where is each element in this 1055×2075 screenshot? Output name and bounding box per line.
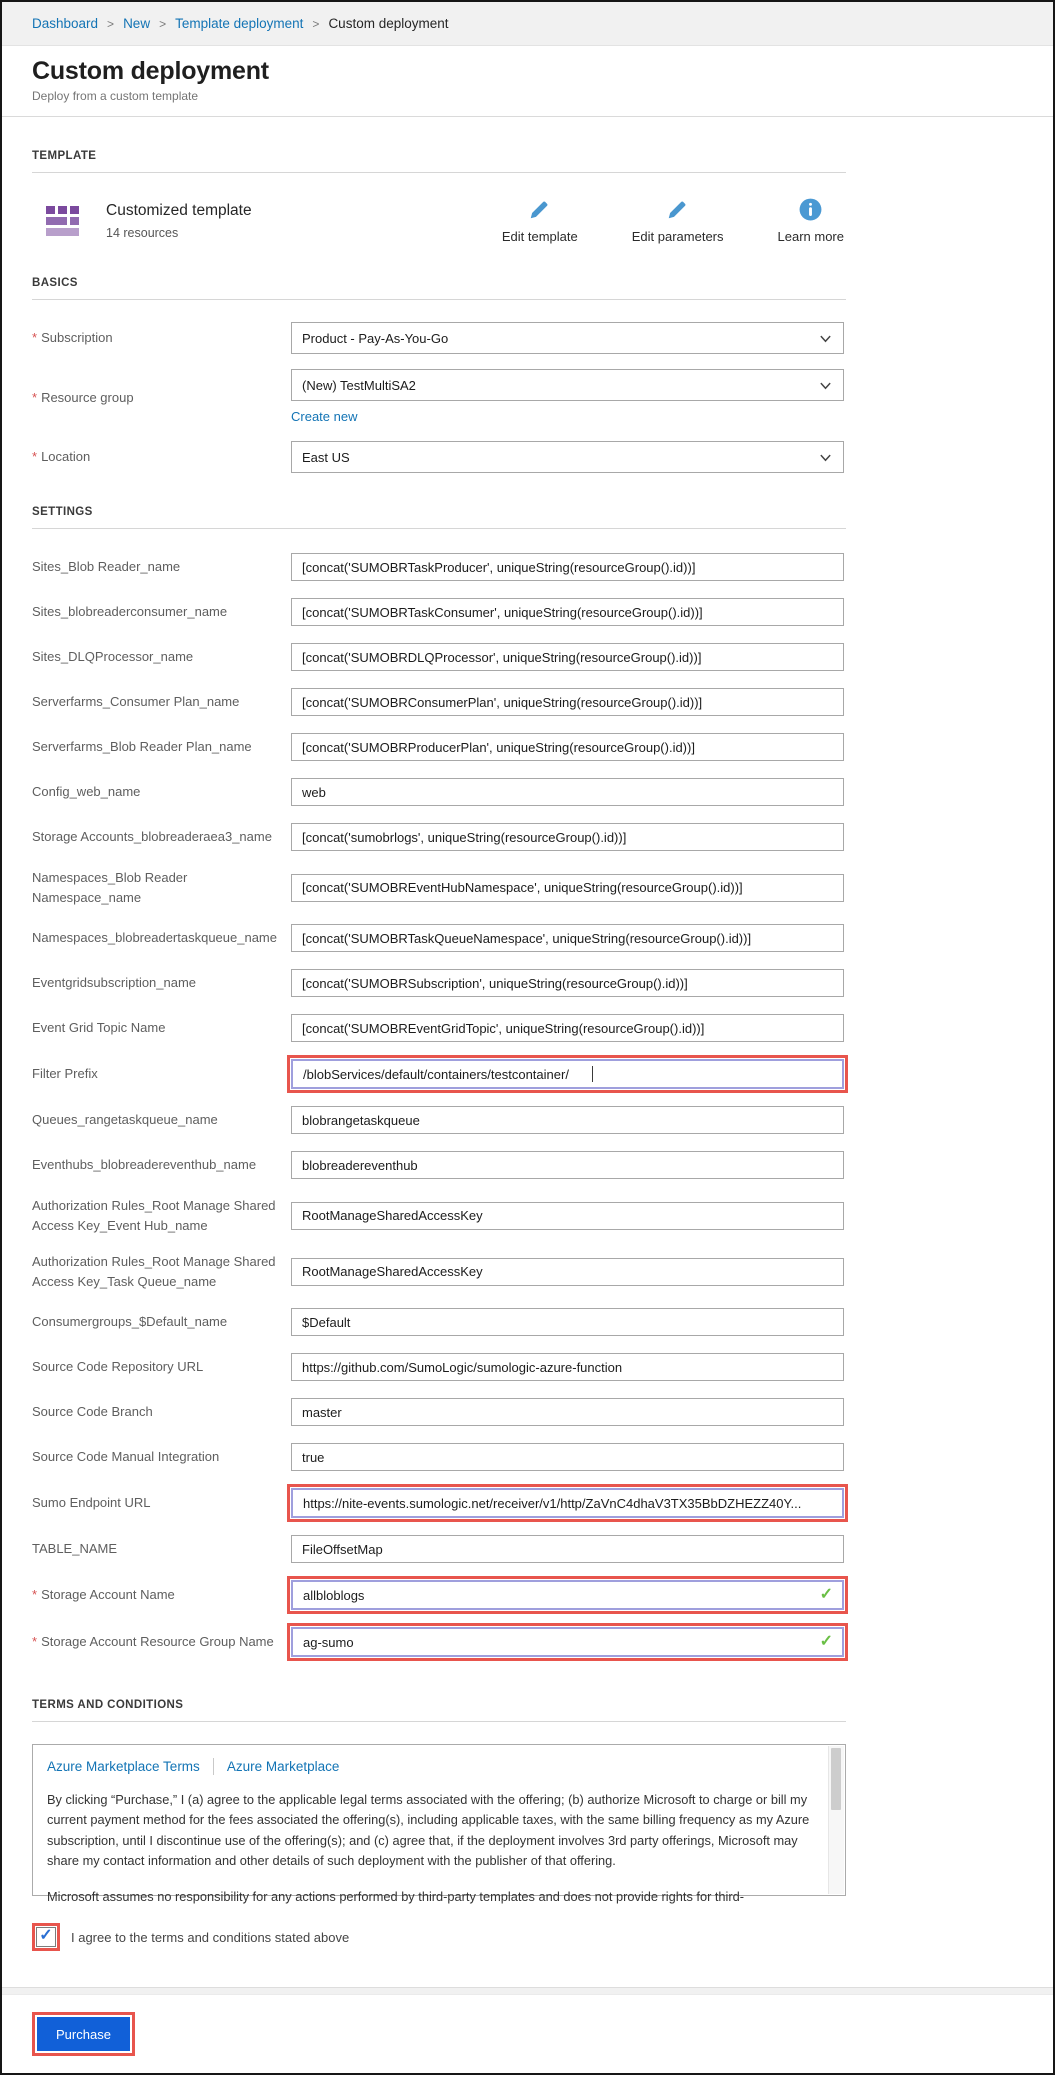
breadcrumb-new[interactable]: New	[123, 16, 151, 31]
sites-blobreaderconsumer-name-input[interactable]	[291, 598, 844, 626]
sites-dlqprocessor-name-label: Sites_DLQProcessor_name	[32, 649, 194, 665]
breadcrumb-separator: >	[312, 16, 320, 31]
subscription-dropdown[interactable]	[291, 322, 844, 354]
edit-template-button[interactable]	[502, 197, 578, 244]
storage-accounts-blobreaderaea3-name-input[interactable]	[291, 823, 844, 851]
valid-check-icon: ✓	[819, 1633, 833, 1651]
settings-section-heading: SETTINGS	[32, 506, 93, 518]
sites-blobreaderconsumer-name-label: Sites_blobreaderconsumer_name	[32, 604, 228, 620]
required-asterisk: *	[32, 330, 38, 346]
terms-paragraph: By clicking “Purchase,” I (a) agree to the applicable legal terms associated with the offering; (b) authorize Microsoft to charge or bill my current payment method for the fees associated the offering(s), including applicable taxes, with the same billing frequency as my Azure subscription, until I discontinue use of the offering(s); and (c) agree that, if the deployment involves 3rd party offerings, Microsoft may share my contact information and other details of such deployment with the publisher of that offering.	[47, 1792, 810, 1869]
namespaces-blob-reader-namespace-name-label: Namespaces_Blob Reader Namespace_name	[32, 870, 188, 905]
config-web-name-label: Config_web_name	[32, 784, 141, 800]
setting-row	[32, 1398, 846, 1426]
edit-parameters-label: Edit parameters	[631, 229, 724, 244]
chevron-down-icon	[819, 379, 832, 392]
storage-account-resource-group-name-input[interactable]	[291, 1627, 844, 1657]
queues-rangetaskqueue-name-label: Queues_rangetaskqueue_name	[32, 1112, 218, 1128]
setting-row-highlighted	[32, 1059, 846, 1089]
scrollbar-thumb[interactable]	[831, 1748, 841, 1810]
setting-row	[32, 924, 846, 952]
serverfarms-blob-reader-plan-name-input[interactable]	[291, 733, 844, 761]
auth-rules-event-hub-name-label: Authorization Rules_Root Manage Shared Access Key_Event Hub_name	[32, 1198, 276, 1233]
setting-row	[32, 643, 846, 671]
azure-marketplace-link[interactable]: Azure Marketplace	[226, 1759, 340, 1774]
setting-row	[32, 823, 846, 851]
setting-row	[32, 1535, 846, 1563]
filter-prefix-label: Filter Prefix	[32, 1066, 98, 1082]
required-asterisk: *	[32, 1587, 38, 1603]
event-grid-topic-name-label: Event Grid Topic Name	[32, 1020, 166, 1036]
location-value: East US	[302, 449, 350, 465]
terms-section-heading: TERMS AND CONDITIONS	[32, 1699, 184, 1711]
breadcrumb	[2, 2, 1053, 46]
info-icon	[798, 197, 823, 222]
setting-row	[32, 1443, 846, 1471]
field-row-location	[32, 441, 846, 473]
auth-rules-event-hub-name-input[interactable]	[291, 1202, 844, 1230]
sites-blob-reader-name-label: Sites_Blob Reader_name	[32, 559, 181, 575]
checkbox-check-icon: ✓	[39, 1927, 53, 1944]
annotation-highlight-box	[32, 2012, 135, 2056]
section-divider	[32, 299, 846, 300]
eventgridsubscription-name-label: Eventgridsubscription_name	[32, 975, 197, 991]
annotation-highlight-box	[287, 1055, 848, 1093]
chevron-down-icon	[819, 451, 832, 464]
annotation-highlight-box	[32, 1923, 60, 1951]
eventhubs-blobreadereventhub-name-label: Eventhubs_blobreadereventhub_name	[32, 1157, 257, 1173]
template-section-heading: TEMPLATE	[32, 150, 97, 162]
azure-marketplace-terms-link[interactable]: Azure Marketplace Terms	[47, 1759, 200, 1774]
purchase-button[interactable]: Purchase	[37, 2017, 130, 2051]
pencil-icon	[665, 197, 690, 222]
setting-row-highlighted	[32, 1580, 846, 1610]
setting-row	[32, 598, 846, 626]
eventhubs-blobreadereventhub-name-input[interactable]	[291, 1151, 844, 1179]
section-divider	[32, 528, 846, 529]
source-code-repository-url-input[interactable]	[291, 1353, 844, 1381]
agree-checkbox[interactable]	[36, 1927, 56, 1947]
storage-accounts-blobreaderaea3-name-label: Storage Accounts_blobreaderaea3_name	[32, 829, 272, 845]
setting-row	[32, 688, 846, 716]
setting-row-highlighted	[32, 1627, 846, 1657]
text-cursor	[592, 1066, 593, 1082]
template-name: Customized template	[106, 201, 252, 219]
page-title: Custom deployment	[32, 57, 269, 85]
source-code-manual-integration-label: Source Code Manual Integration	[32, 1449, 220, 1465]
setting-row	[32, 733, 846, 761]
serverfarms-consumer-plan-name-input[interactable]	[291, 688, 844, 716]
annotation-highlight-box	[287, 1484, 848, 1522]
subscription-label: * Subscription	[32, 330, 113, 346]
table-name-label: TABLE_NAME	[32, 1541, 118, 1557]
table-name-input[interactable]	[291, 1535, 844, 1563]
source-code-branch-label: Source Code Branch	[32, 1404, 153, 1420]
template-resource-count: 14 resources	[106, 225, 179, 240]
edit-template-label: Edit template	[501, 229, 578, 244]
event-grid-topic-name-input[interactable]	[291, 1014, 844, 1042]
queues-rangetaskqueue-name-input[interactable]	[291, 1106, 844, 1134]
field-row-resource-group	[32, 369, 846, 426]
basics-section-heading: BASICS	[32, 277, 78, 289]
setting-row	[32, 553, 846, 581]
storage-account-name-label: * Storage Account Name	[32, 1587, 175, 1603]
page-subtitle: Deploy from a custom template	[32, 89, 199, 103]
storage-account-resource-group-name-label: * Storage Account Resource Group Name	[32, 1634, 274, 1650]
serverfarms-blob-reader-plan-name-label: Serverfarms_Blob Reader Plan_name	[32, 739, 252, 755]
learn-more-button[interactable]	[778, 197, 844, 244]
source-code-branch-input[interactable]	[291, 1398, 844, 1426]
scrollbar-track[interactable]	[828, 1746, 844, 1894]
filter-prefix-input[interactable]	[291, 1059, 844, 1089]
location-dropdown[interactable]	[291, 441, 844, 473]
auth-rules-task-queue-name-label: Authorization Rules_Root Manage Shared Access Key_Task Queue_name	[32, 1254, 276, 1289]
storage-account-name-input[interactable]	[291, 1580, 844, 1610]
create-new-link[interactable]: Create new	[291, 409, 358, 424]
setting-row	[32, 1106, 846, 1134]
eventgridsubscription-name-input[interactable]	[291, 969, 844, 997]
setting-row	[32, 969, 846, 997]
setting-row-highlighted	[32, 1488, 846, 1518]
terms-section	[32, 1699, 1023, 1951]
source-code-manual-integration-input[interactable]	[291, 1443, 844, 1471]
sumo-endpoint-url-input[interactable]	[291, 1488, 844, 1518]
pencil-icon	[527, 197, 552, 222]
location-label: * Location	[32, 449, 91, 465]
sumo-endpoint-url-label: Sumo Endpoint URL	[32, 1495, 151, 1511]
terms-text-box	[32, 1744, 846, 1904]
serverfarms-consumer-plan-name-label: Serverfarms_Consumer Plan_name	[32, 694, 240, 710]
settings-section	[32, 506, 1023, 1657]
edit-parameters-button[interactable]	[632, 197, 724, 244]
template-icon	[46, 206, 79, 236]
link-divider	[213, 1758, 214, 1775]
annotation-highlight-box	[287, 1623, 848, 1661]
subscription-value: Product - Pay-As-You-Go	[302, 330, 449, 346]
auth-rules-task-queue-name-input[interactable]	[291, 1258, 844, 1286]
required-asterisk: *	[32, 1634, 38, 1650]
source-code-repository-url-label: Source Code Repository URL	[32, 1359, 204, 1375]
agree-label: I agree to the terms and conditions stated above	[71, 1929, 350, 1945]
required-asterisk: *	[32, 449, 38, 465]
page-footer	[2, 1987, 1053, 2073]
learn-more-label: Learn more	[777, 229, 844, 244]
valid-check-icon: ✓	[819, 1586, 833, 1604]
resource-group-dropdown[interactable]	[291, 369, 844, 401]
terms-paragraph: Microsoft assumes no responsibility for any actions performed by third-party templates and does not provide rights for third-	[47, 1888, 745, 1904]
setting-row	[32, 1151, 846, 1179]
setting-row	[32, 1196, 846, 1235]
section-divider	[32, 1721, 846, 1722]
namespaces-blobreadertaskqueue-name-input[interactable]	[291, 924, 844, 952]
breadcrumb-separator: >	[107, 16, 115, 31]
breadcrumb-dashboard[interactable]: Dashboard	[32, 16, 99, 31]
setting-row	[32, 1252, 846, 1291]
setting-row	[32, 1014, 846, 1042]
namespaces-blob-reader-namespace-name-input[interactable]	[291, 874, 844, 902]
setting-row	[32, 778, 846, 806]
field-row-subscription	[32, 322, 846, 354]
consumergroups-default-name-label: Consumergroups_$Default_name	[32, 1314, 228, 1330]
breadcrumb-template-deployment[interactable]: Template deployment	[175, 16, 304, 31]
consumergroups-default-name-input[interactable]	[291, 1308, 844, 1336]
sites-blob-reader-name-input[interactable]	[291, 553, 844, 581]
template-section	[32, 150, 1023, 244]
section-divider	[32, 172, 846, 173]
chevron-down-icon	[819, 332, 832, 345]
setting-row	[32, 868, 846, 907]
breadcrumb-current: Custom deployment	[328, 16, 449, 31]
agree-row	[32, 1923, 1023, 1951]
breadcrumb-separator: >	[159, 16, 167, 31]
page-header	[2, 46, 1053, 117]
basics-section	[32, 277, 1023, 473]
config-web-name-input[interactable]	[291, 778, 844, 806]
setting-row	[32, 1308, 846, 1336]
sites-dlqprocessor-name-input[interactable]	[291, 643, 844, 671]
resource-group-value: (New) TestMultiSA2	[302, 377, 416, 393]
namespaces-blobreadertaskqueue-name-label: Namespaces_blobreadertaskqueue_name	[32, 930, 277, 946]
setting-row	[32, 1353, 846, 1381]
annotation-highlight-box	[287, 1576, 848, 1614]
required-asterisk: *	[32, 389, 38, 405]
resource-group-label: * Resource group	[32, 389, 134, 405]
footer-divider	[2, 1987, 1053, 1995]
